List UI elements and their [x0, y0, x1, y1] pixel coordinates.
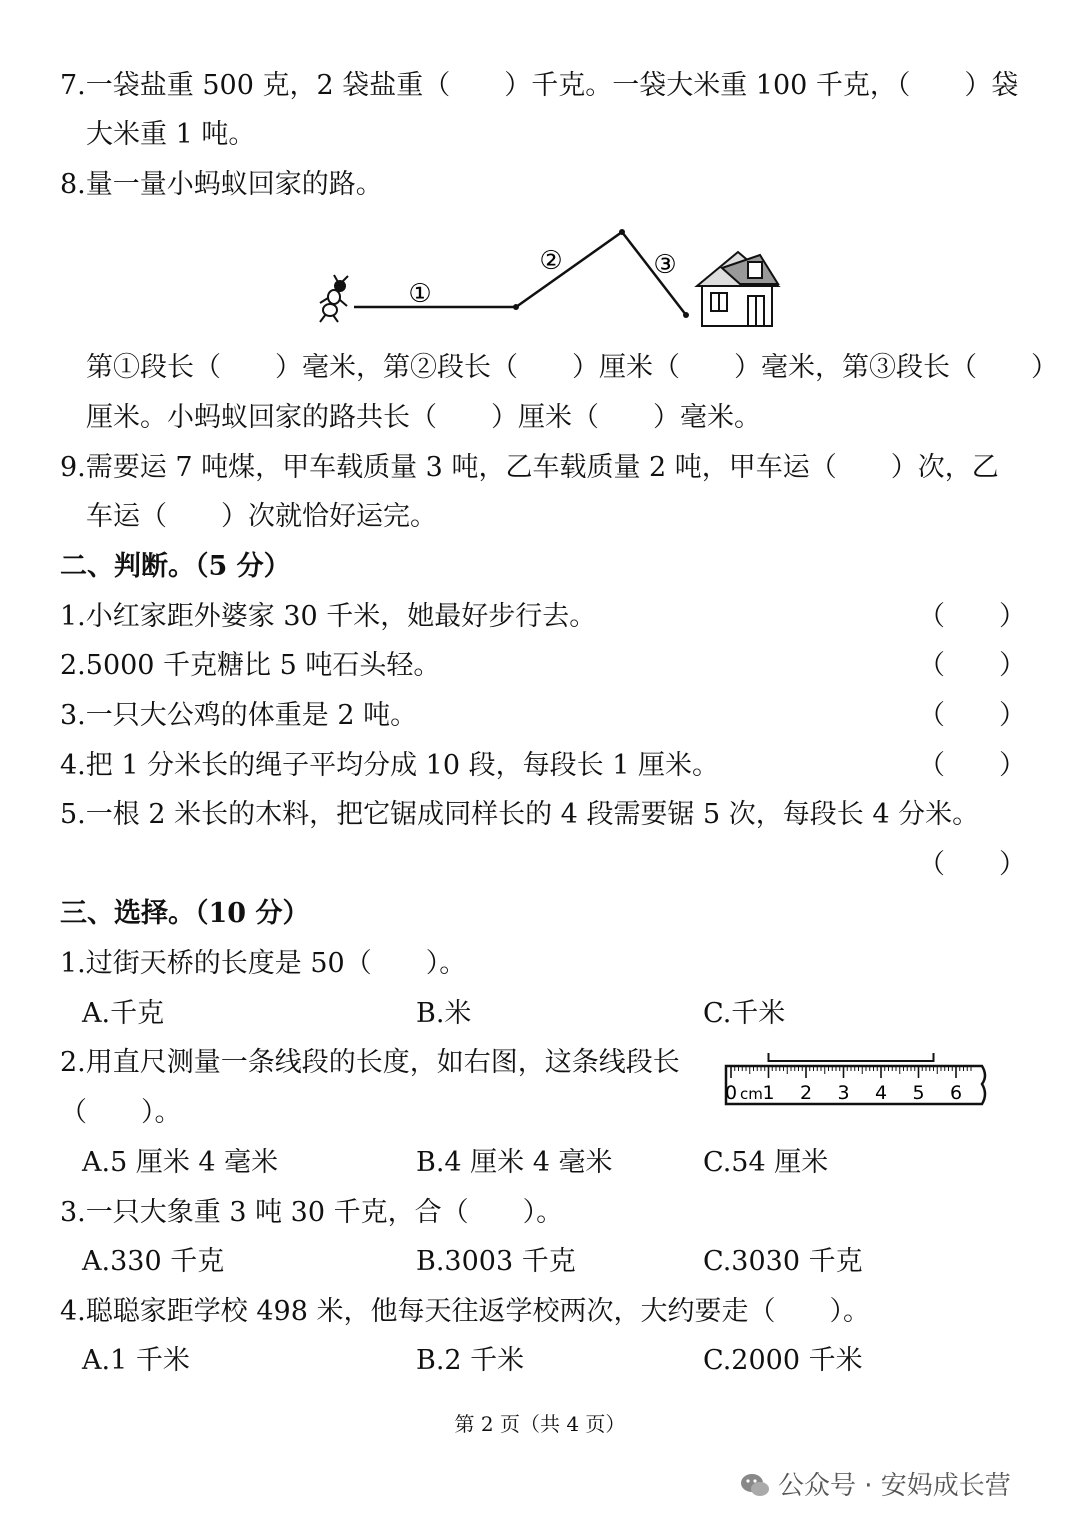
ruler-number-label: 1 — [762, 1082, 775, 1104]
judge-item-3: 3.一只大公鸡的体重是 2 吨。 — [60, 700, 418, 731]
q8-line1: 第①段长（ ）毫米，第②段长（ ）厘米（ ）毫米，第③段长（ ） — [86, 352, 1058, 383]
choice-q4-option-c[interactable]: C.2000 千米 — [703, 1345, 863, 1376]
q9-line1: 9.需要运 7 吨煤，甲车载质量 3 吨，乙车载质量 2 吨，甲车运（ ）次，乙 — [60, 452, 999, 483]
ruler-unit-label: cm — [740, 1085, 763, 1103]
judge-item-2: 2.5000 千克糖比 5 吨石头轻。 — [60, 650, 441, 681]
segment-3-label: ③ — [653, 250, 677, 280]
ruler-number-label: 6 — [949, 1082, 963, 1104]
choice-q3-option-b[interactable]: B.3003 千克 — [416, 1246, 576, 1277]
ant-icon — [320, 275, 348, 322]
choice-q1-option-a[interactable]: A.千克 — [82, 998, 165, 1029]
choice-q1-stem: 1.过街天桥的长度是 50（ ）。 — [60, 948, 467, 979]
choice-q1-option-b[interactable]: B.米 — [416, 998, 472, 1029]
ruler-number-label: 5 — [912, 1082, 925, 1104]
choice-q3-option-a[interactable]: A.330 千克 — [82, 1246, 225, 1277]
judge-heading: 二、判断。（5 分） — [60, 551, 291, 582]
ruler-figure — [718, 1048, 990, 1110]
judge-answer-3[interactable]: （ ） — [918, 700, 1026, 731]
ant-path-figure — [0, 0, 1080, 345]
choice-q3-stem: 3.一只大象重 3 吨 30 千克，合（ ）。 — [60, 1197, 564, 1228]
house-icon — [697, 252, 778, 326]
choice-q1-option-c[interactable]: C.千米 — [703, 998, 786, 1029]
route-point — [513, 304, 519, 310]
ruler-zero-label: 0 — [724, 1082, 738, 1104]
route-point — [619, 229, 625, 235]
q7-line2: 大米重 1 吨。 — [86, 119, 256, 150]
choice-q2-option-c[interactable]: C.54 厘米 — [703, 1147, 829, 1178]
q9-line2: 车运（ ）次就恰好运完。 — [86, 501, 437, 532]
judge-item-4: 4.把 1 分米长的绳子平均分成 10 段，每段长 1 厘米。 — [60, 750, 719, 781]
watermark-text: 公众号 · 安妈成长营 — [778, 1471, 1011, 1501]
judge-answer-2[interactable]: （ ） — [918, 650, 1026, 681]
choice-q3-option-c[interactable]: C.3030 千克 — [703, 1246, 863, 1277]
choice-q2-stem: 2.用直尺测量一条线段的长度，如右图，这条线段长 — [60, 1047, 680, 1078]
ruler-number-label: 2 — [799, 1082, 813, 1104]
choice-q2-stem-cont: （ ）。 — [60, 1097, 182, 1128]
judge-answer-4[interactable]: （ ） — [918, 750, 1026, 781]
ant-route-line — [354, 232, 686, 315]
segment-2-label: ② — [539, 246, 563, 276]
choice-heading: 三、选择。（10 分） — [60, 898, 310, 929]
q8-line2: 厘米。小蚂蚁回家的路共长（ ）厘米（ ）毫米。 — [86, 402, 761, 433]
ruler-number-label: 4 — [874, 1082, 888, 1104]
page-footer: 第 2 页（共 4 页） — [454, 1412, 626, 1436]
choice-q2-option-a[interactable]: A.5 厘米 4 毫米 — [82, 1147, 279, 1178]
choice-q4-stem: 4.聪聪家距学校 498 米，他每天往返学校两次，大约要走（ ）。 — [60, 1296, 870, 1327]
choice-q4-option-a[interactable]: A.1 千米 — [82, 1345, 190, 1376]
judge-answer-1[interactable]: （ ） — [918, 601, 1026, 632]
choice-q2-option-b[interactable]: B.4 厘米 4 毫米 — [416, 1147, 613, 1178]
q7-line1: 7.一袋盐重 500 克，2 袋盐重（ ）千克。一袋大米重 100 千克，（ ）袋 — [60, 70, 1019, 101]
judge-item-1: 1.小红家距外婆家 30 千米，她最好步行去。 — [60, 601, 597, 632]
watermark — [740, 1465, 1011, 1502]
judge-item-5: 5.一根 2 米长的木料，把它锯成同样长的 4 段需要锯 5 次，每段长 4 分米。 — [60, 799, 980, 830]
ruler-number-label: 3 — [837, 1082, 850, 1104]
judge-answer-5[interactable]: （ ） — [918, 849, 1026, 880]
route-point — [683, 312, 689, 318]
segment-1-label: ① — [408, 279, 432, 309]
q8-title: 8.量一量小蚂蚁回家的路。 — [60, 169, 383, 200]
wechat-icon — [740, 1472, 770, 1498]
choice-q4-option-b[interactable]: B.2 千米 — [416, 1345, 525, 1376]
